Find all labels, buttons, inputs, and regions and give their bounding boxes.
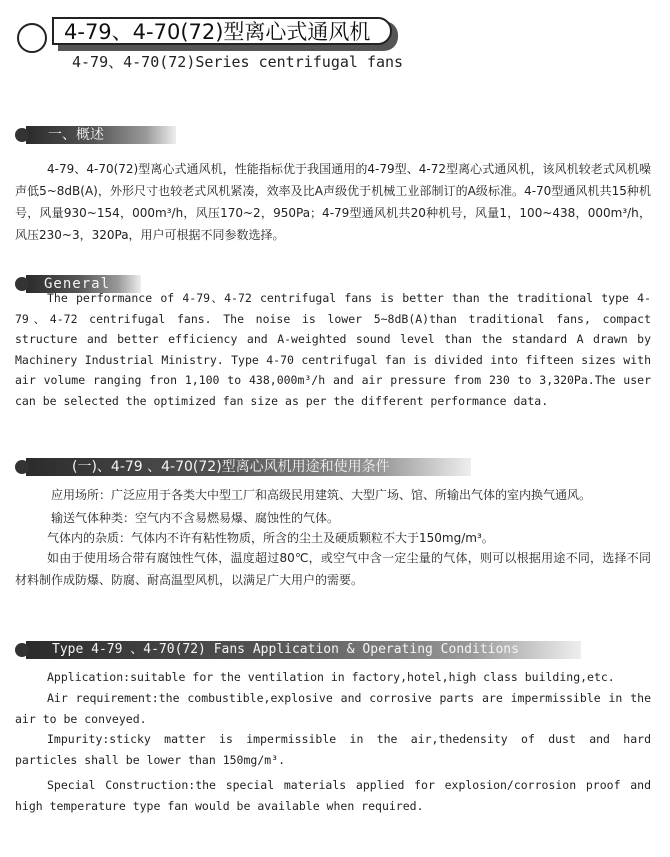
bullet-icon [15,128,29,142]
bullet-icon [15,460,29,474]
section-header-application-en [0,641,590,659]
title-circle-icon [17,23,47,53]
section-header-application-cn [0,458,470,476]
application-cn-line: 如由于使用场合带有腐蚀性气体，温度超过80℃，或空气中含一定尘量的气体，则可以根据用途不同，选择不同材料制作成防爆、防腐、耐高温型风机，以满足广大用户的需要。 [15,551,651,587]
page-title: 4-79、4-70(72)型离心式通风机 [64,20,371,44]
section-heading: 一、概述 [48,127,104,143]
overview-paragraph: 4-79、4-70(72)型离心式通风机，性能指标优于我国通用的4-79型、4-72型离心式通风机，该风机较老式风机噪声低5~8dB(A)，外形尺寸也较老式风机紧凑，效率及比A声级优于机械工业部制订的A级标准。4-70型通风机共15种机号，风量930~154，000m³/h，风压170~2，950Pa；4-79型通风机共20种机号，风量1，100~438，000m³/h，风压230~3，320Pa，用户可根据不同参数选择。 [15,162,651,242]
section-heading: (一)、4-79 、4-70(72)型离心风机用途和使用条件 [72,459,390,475]
section-heading: Type 4-79 、4-70(72) Fans Application & Operating Conditions [52,642,519,657]
bullet-icon [15,643,29,657]
application-cn-line: 气体内的杂质：气体内不许有粘性物质，所含的尘土及硬质颗粒不大于150mg/m³。 [47,531,494,545]
application-en-line: Application:suitable for the ventilation in factory,hotel,high class building,etc. [47,670,615,684]
application-cn-line: 应用场所：广泛应用于各类大中型工厂和高级民用建筑、大型广场、馆、所输出气体的室内换气通风。 [51,488,592,502]
page-subtitle: 4-79、4-70(72)Series centrifugal fans [72,53,404,71]
general-paragraph: The performance of 4-79、4-72 centrifugal fans is better than the traditional type 4-79、4-72 centrifugal fans. The noise is lower 5~8dB(A)than traditional fans, compact structure and better efficiency and A-weighted sound level than the standard A drawn by Machinery Industrial Ministry. Type 4-70 centrifugal fan is divided into fifteen sizes with air volume ranging fron 1,100 to 438,000m³/h and air pressure from 230 to 3,320Pa.The user can be selected the optimized fan size as per the different performance data. [15,291,651,408]
application-en-line: Impurity:sticky matter is impermissible in the air,thedensity of dust and hard particles shall be lower than 150mg/m³. [15,732,651,767]
application-en-line: Special Construction:the special materials applied for explosion/corrosion proof and high temperature type fan would be available when required. [15,778,651,813]
section-heading: General [44,276,111,292]
application-en-line: Air requirement:the combustible,explosive and corrosive parts are impermissible in the air to be conveyed. [15,691,651,726]
application-cn-line: 输送气体种类：空气内不含易燃易爆、腐蚀性的气体。 [51,511,340,525]
section-header-overview [0,126,190,144]
